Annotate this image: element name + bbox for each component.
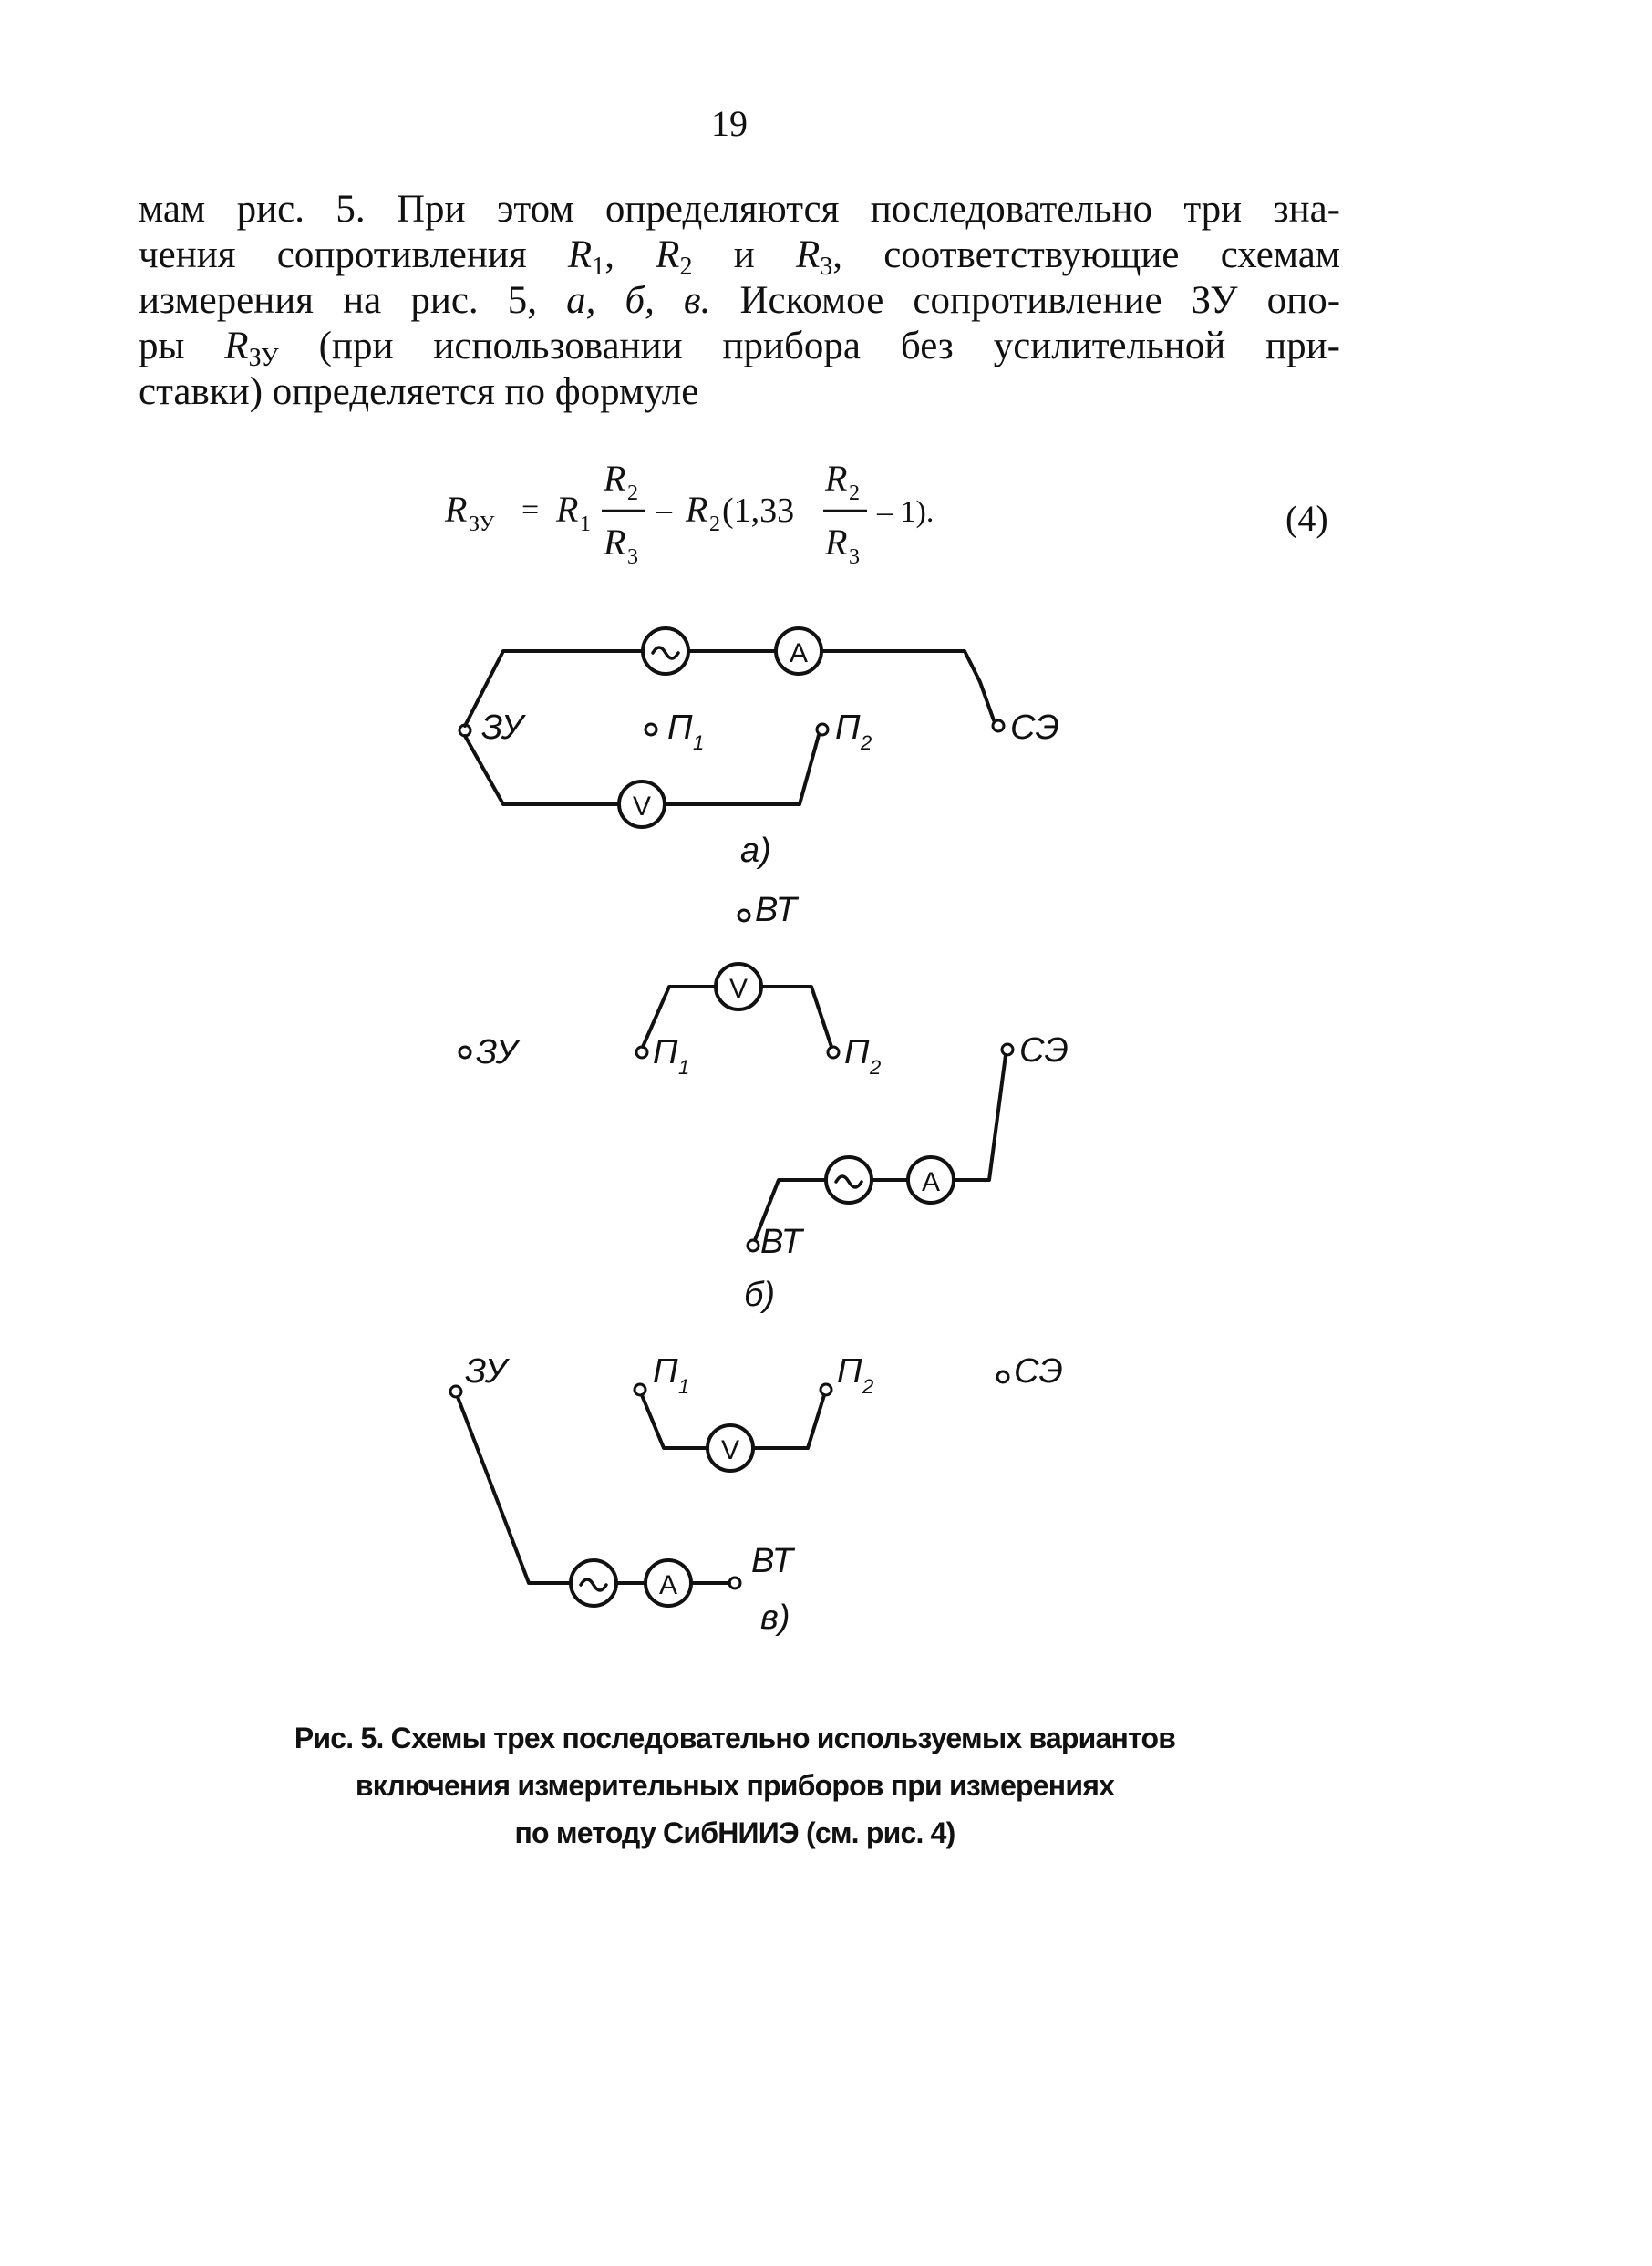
frac1-den: R [604,522,626,563]
frac2-num-sub: 2 [849,481,860,505]
diagram-c [450,1371,1008,1606]
node-p1-b [636,1047,647,1058]
label-p2-sub-a: 2 [861,731,872,754]
node-vt-bottom-b [748,1240,759,1251]
voltmeter-label-c: V [720,1435,740,1465]
node-p1-a [645,724,656,735]
frac1-num-sub: 2 [627,481,638,505]
node-p2-a [817,724,828,735]
formula-r1-sub: 1 [580,512,591,536]
label-p1-b: П [653,1033,678,1071]
label-p1-sub-b: 1 [678,1056,690,1079]
label-p2-b: П [844,1033,870,1071]
equation-number: (4) [1285,498,1328,539]
ammeter-label-a: A [789,638,809,668]
wire-c-zu [458,1397,571,1583]
label-se-a: СЭ [1010,709,1059,747]
label-p1-c: П [653,1352,678,1391]
paragraph-line-4: ры $R_{ЗУ}$ (при использовании прибора без усилительной при- [139,325,1340,372]
frac2-num: R [825,458,848,499]
label-se-c: СЭ [1014,1352,1063,1391]
node-p2-b [828,1047,839,1058]
label-vt-c: ВТ [751,1542,794,1580]
ammeter-label-b: A [921,1167,941,1197]
figure-caption [0,1714,1470,1857]
label-c: в) [760,1599,790,1637]
label-p2-a: П [835,709,861,747]
node-se-b [1002,1044,1013,1055]
formula-minus-one: – 1). [877,495,934,529]
node-se-c [997,1371,1008,1382]
caption-line-1: Рис. 5. Схемы трех последовательно используемых вариантов [294,1722,1176,1754]
node-vt-top-b [738,910,749,921]
paragraph-line-5: ставки) определяется по формуле [139,370,699,413]
frac2-den: R [825,522,848,563]
label-a: а) [740,832,771,870]
frac1-num: R [604,458,626,499]
formula-lhs: R [445,489,468,530]
formula-r2: R [686,489,708,530]
label-zu-c: ЗУ [465,1352,507,1391]
label-p2-sub-c: 2 [862,1375,874,1398]
label-vt-bottom-b: ВТ [760,1223,803,1261]
formula-coef: (1,33 [722,491,795,530]
label-p1-a: П [667,709,693,747]
frac2-den-sub: 3 [849,545,860,569]
node-p2-c [821,1384,831,1395]
formula-r2-sub: 2 [709,512,720,536]
paragraph-line-3: измерения на рис. 5, а, б, в. Искомое сопротивление ЗУ опо- [139,279,1341,322]
caption-line-3: по методу СибНИИЭ (см. рис. 4) [514,1816,955,1849]
label-zu-a: ЗУ [481,709,523,747]
wire-c-p1 [642,1395,707,1448]
node-se-a [993,720,1004,731]
label-p2-c: П [837,1352,862,1391]
generator-wave-c [581,1579,606,1590]
wire-b-p2 [761,987,831,1047]
label-vt-top-b: ВТ [755,891,798,929]
label-b: б) [744,1276,776,1314]
label-p1-sub-a: 1 [693,731,705,754]
label-p2-sub-b: 2 [870,1056,882,1079]
wire-c-p2 [753,1395,824,1448]
node-p1-c [635,1384,645,1395]
page-number: 19 [711,103,748,144]
formula-minus: – [656,493,672,527]
diagram-b [459,910,1013,1251]
wire-b-se [954,1055,1006,1180]
generator-wave-b [836,1176,862,1187]
generator-wave-a [653,647,678,658]
node-zu-c [450,1386,461,1397]
formula-eq: = [521,493,540,527]
paragraph-line-2: чения сопротивления $R_1$, $R_2$ и $R_3$, соответствующие схемам [139,233,1340,281]
voltmeter-label-b: V [728,974,749,1004]
paragraph-line-1: мам рис. 5. При этом определяются последовательно три зна- [139,188,1340,231]
caption-line-2: включения измерительных приборов при измерениях [355,1769,1115,1802]
label-p1-sub-c: 1 [678,1375,690,1398]
diagram-a [459,628,1004,827]
formula-lhs-sub: ЗУ [469,512,495,536]
frac1-den-sub: 3 [627,545,638,569]
voltmeter-label-a: V [632,792,652,822]
label-se-b: СЭ [1019,1031,1069,1070]
node-zu-b [459,1047,470,1058]
label-zu-b: ЗУ [476,1033,518,1071]
formula-r1: R [556,489,579,530]
ammeter-label-c: A [658,1570,678,1600]
